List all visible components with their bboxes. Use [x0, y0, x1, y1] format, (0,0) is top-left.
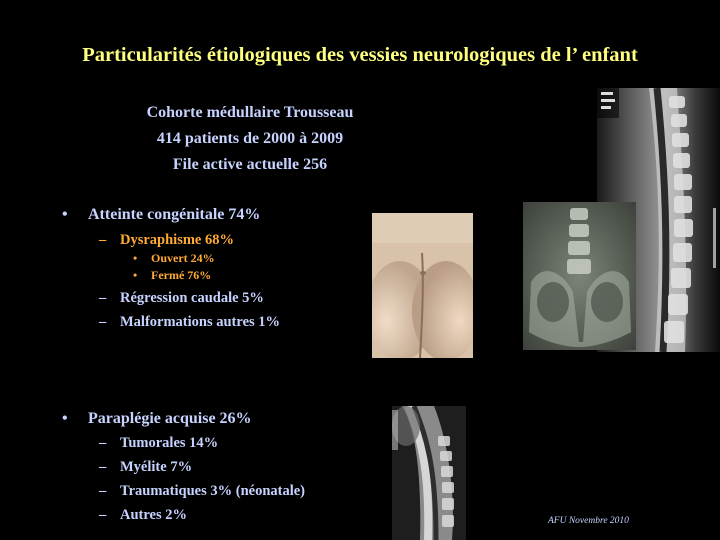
slide-title: Particularités étiologiques des vessies neurologiques de l’ enfant — [82, 44, 638, 66]
item-caudal-regression — [99, 290, 264, 307]
cohort-active-file: File active actuelle 256 — [172, 156, 328, 173]
bullet-acquired — [62, 410, 252, 428]
item-label: Traumatiques 3% (néonatale) — [120, 483, 306, 499]
subitem-label: Ouvert 24% — [151, 251, 215, 265]
item-traumatic — [99, 483, 306, 500]
bullet-label: Paraplégie acquise 26% — [88, 410, 252, 427]
bullet-mark: • — [62, 410, 68, 427]
dash-mark: – — [99, 483, 107, 499]
item-label: Autres 2% — [120, 507, 187, 523]
dot-mark: • — [133, 251, 138, 265]
bullet-congenital — [62, 206, 261, 224]
cervical-spine-mri-photo — [392, 406, 466, 540]
item-myelitis — [99, 459, 193, 476]
item-label: Dysraphisme 68% — [120, 232, 234, 248]
bullet-mark: • — [62, 206, 68, 223]
item-tumoral — [99, 435, 219, 452]
item-others — [99, 507, 187, 524]
item-dysraphism — [99, 232, 234, 249]
dash-mark: – — [99, 232, 107, 248]
dash-mark: – — [99, 290, 107, 306]
subitem-closed — [133, 268, 212, 283]
pelvis-xray-photo — [523, 202, 636, 350]
dash-mark: – — [99, 507, 107, 523]
cervical-mri-graphic — [392, 406, 466, 540]
item-label: Tumorales 14% — [120, 435, 219, 451]
dash-mark: – — [99, 314, 107, 330]
subitem-label: Fermé 76% — [151, 268, 212, 282]
item-label: Malformations autres 1% — [120, 314, 281, 330]
cohort-patients: 414 patients de 2000 à 2009 — [156, 130, 344, 147]
lower-back-graphic — [372, 213, 473, 358]
item-label: Myélite 7% — [120, 459, 193, 475]
dash-mark: – — [99, 435, 107, 451]
dot-mark: • — [133, 268, 138, 282]
cohort-name: Cohorte médullaire Trousseau — [146, 104, 354, 121]
lower-back-dimple-photo — [372, 213, 473, 358]
dash-mark: – — [99, 459, 107, 475]
cohort-block — [100, 100, 400, 178]
item-label: Régression caudale 5% — [120, 290, 264, 306]
pelvis-xray-graphic — [523, 202, 636, 350]
item-other-malformations — [99, 314, 281, 331]
bullet-label: Atteinte congénitale 74% — [88, 206, 261, 223]
subitem-open — [133, 251, 215, 266]
footer-note: AFU Novembre 2010 — [548, 516, 629, 526]
